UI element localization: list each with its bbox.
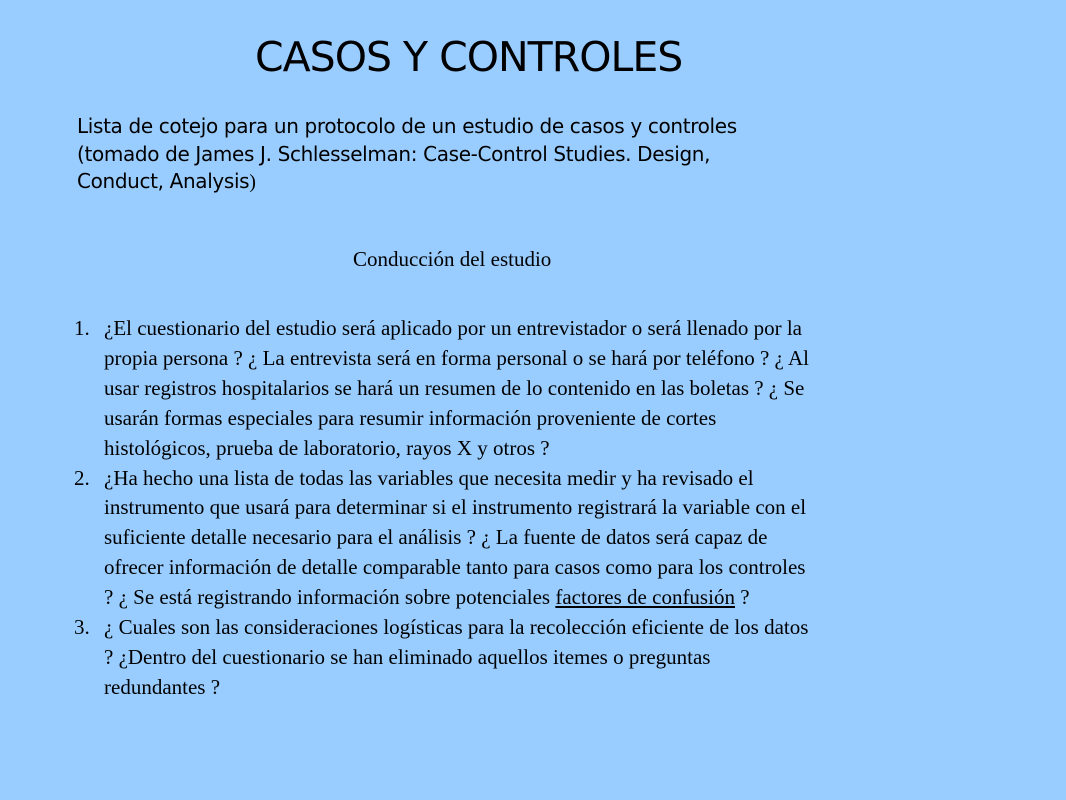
subtitle-line xyxy=(77,168,937,197)
item-line: instrumento que usará para determinar si el instrumento registrará la variable con el xyxy=(104,495,807,520)
checklist-item xyxy=(74,464,1024,614)
checklist-item xyxy=(74,613,1024,703)
item-line: ¿El cuestionario del estudio será aplicado por un entrevistador o será llenado por la xyxy=(104,316,803,340)
item-line: ¿ Cuales son las consideraciones logísticas para la recolección eficiente de los datos xyxy=(104,615,809,640)
item-line: histológicos, prueba de laboratorio, rayos X y otros ? xyxy=(104,435,550,460)
underlined-term: factores de confusión xyxy=(555,585,735,610)
item-line: ofrecer información de detalle comparable tanto para casos como para los controles xyxy=(104,555,806,580)
subtitle-line-text: Conduct, Analysis xyxy=(77,169,250,193)
subtitle xyxy=(77,113,937,197)
subtitle-line: (tomado de James J. Schlesselman: Case-Control Studies. Design, xyxy=(77,141,711,166)
item-line: usar registros hospitalarios se hará un resumen de lo contenido en las boletas ? ¿ Se xyxy=(104,375,805,400)
section-heading: Conducción del estudio xyxy=(353,247,552,271)
item-line: suficiente detalle necesario para el análisis ? ¿ La fuente de datos será capaz de xyxy=(104,525,768,550)
item-line xyxy=(104,583,1024,613)
item-number: 1. xyxy=(74,316,90,340)
item-line: ¿Ha hecho una lista de todas las variables que necesita medir y ha revisado el xyxy=(104,465,754,490)
item-number: 2. xyxy=(74,465,90,490)
slide-title: CASOS Y CONTROLES xyxy=(255,33,683,81)
item-line-text: ? ¿ Se está registrando información sobre potenciales xyxy=(104,585,556,610)
item-line: ? ¿Dentro del cuestionario se han eliminado aquellos itemes o preguntas xyxy=(104,644,711,669)
item-line: redundantes ? xyxy=(104,674,221,699)
subtitle-closing-paren: ) xyxy=(249,171,256,193)
subtitle-line: Lista de cotejo para un protocolo de un estudio de casos y controles xyxy=(77,114,737,138)
checklist xyxy=(74,314,1024,703)
item-line: usarán formas especiales para resumir información proveniente de cortes xyxy=(104,405,717,430)
checklist-item xyxy=(74,314,1024,464)
item-line: propia persona ? ¿ La entrevista será en forma personal o se hará por teléfono ? ¿ Al xyxy=(104,345,809,370)
item-line-text: ? xyxy=(734,585,750,610)
item-number: 3. xyxy=(74,615,90,640)
